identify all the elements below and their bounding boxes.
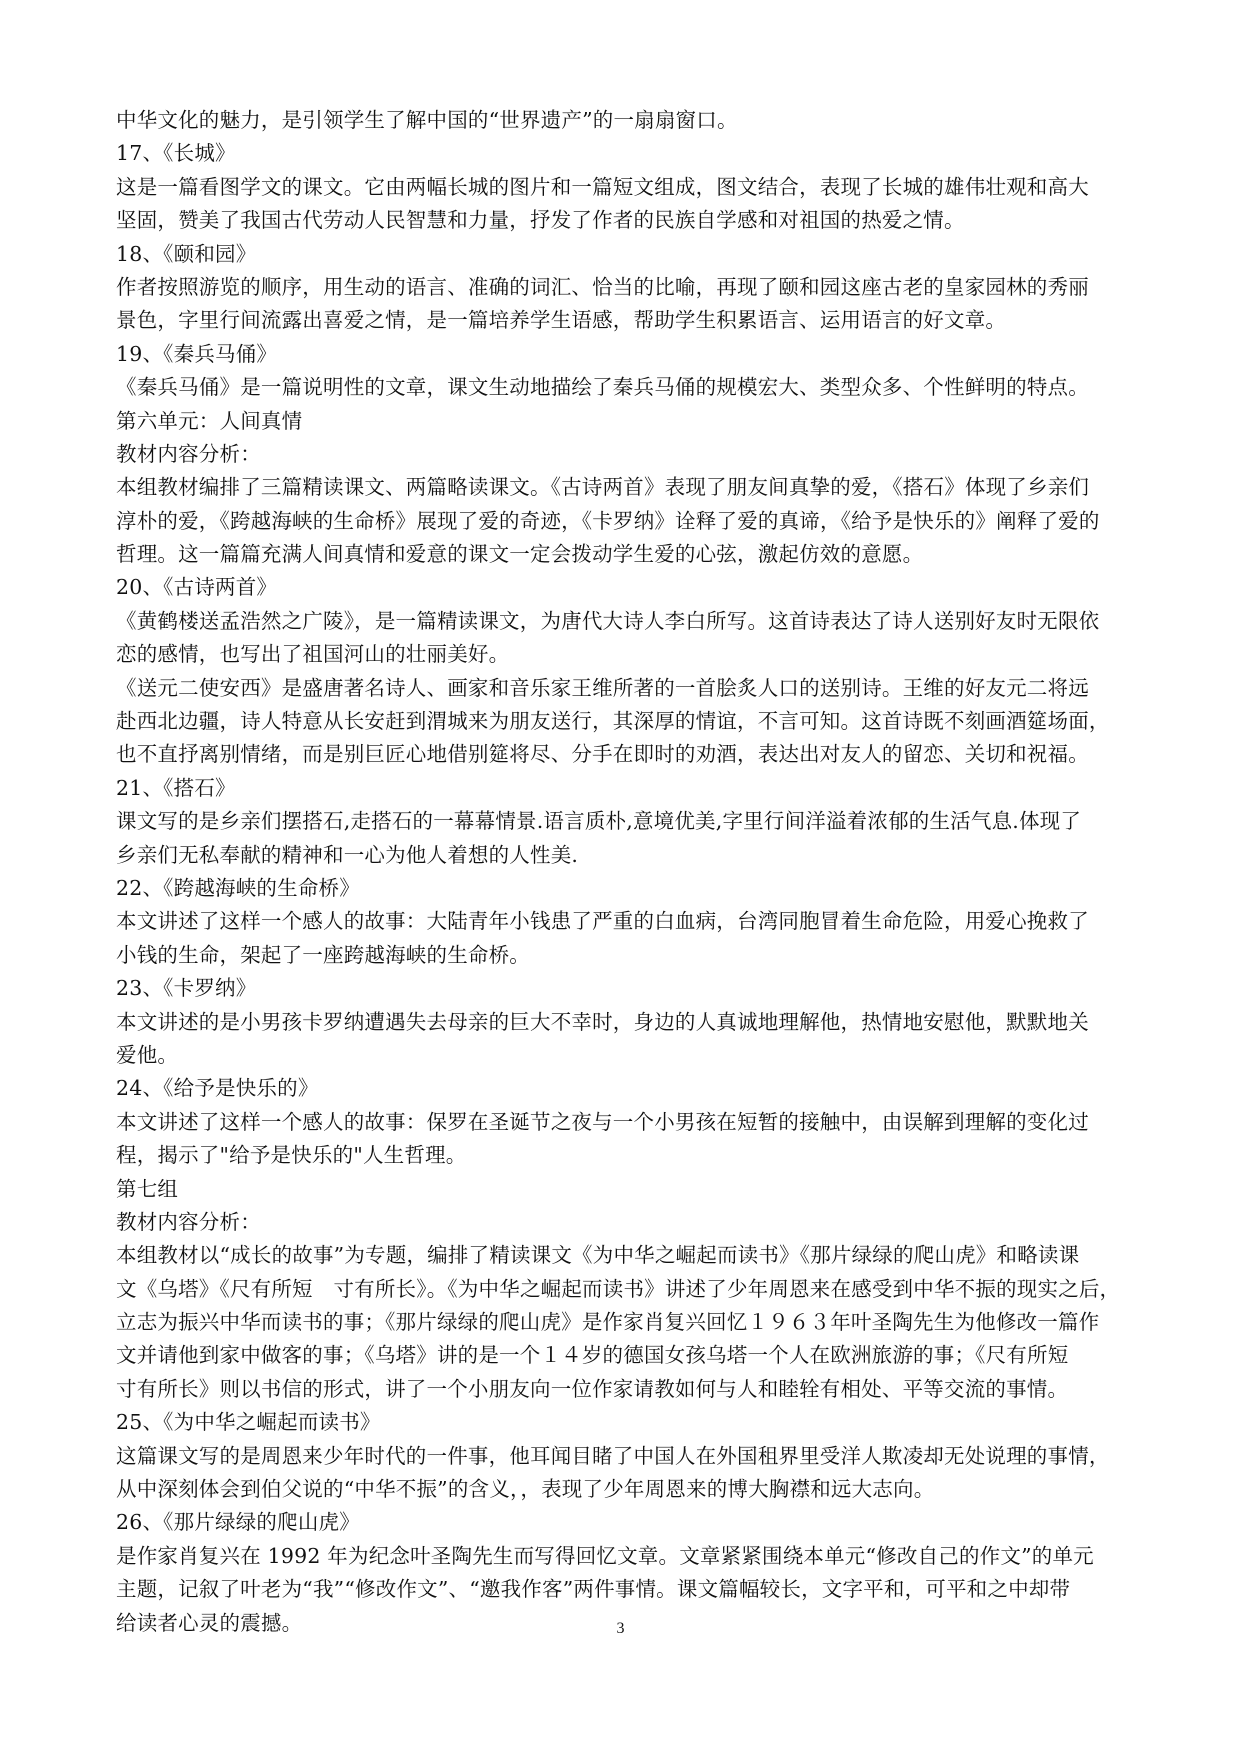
text-line: 19、《秦兵马俑》 xyxy=(116,341,278,366)
text-line: 18、《颐和园》 xyxy=(116,241,257,266)
text-line: 爱他。 xyxy=(116,1042,179,1067)
text-line: 是作家肖复兴在 1992 年为纪念叶圣陶先生而写得回忆文章。文章紧紧围绕本单元“修改自己的作文”的单元 xyxy=(116,1543,1094,1568)
text-line: 寸有所长》则以书信的形式，讲了一个小朋友向一位作家请教如何与人和睦辁有相处、平等交流的事情。 xyxy=(116,1376,1069,1401)
text-line: 给读者心灵的震撼。 xyxy=(116,1610,303,1635)
text-line: 17、《长城》 xyxy=(116,141,236,166)
text-line: 《送元二使安西》是盛唐著名诗人、画家和音乐家王维所著的一首脍炙人口的送别诗。王维的好友元二将远 xyxy=(116,675,1089,700)
text-line: 作者按照游览的顺序，用生动的语言、准确的词汇、恰当的比喻，再现了颐和园这座古老的皇家园林的秀丽 xyxy=(116,274,1089,299)
text-line: 这篇课文写的是周恩来少年时代的一件事，他耳闻目睹了中国人在外国租界里受洋人欺凌却无处说理的事情， xyxy=(116,1443,1110,1468)
text-line: 文《乌塔》《尺有所短 寸有所长》。《为中华之崛起而读书》讲述了少年周恩来在感受到中华不振的现实之后， xyxy=(116,1276,1121,1301)
text-line: 本组教材以“成长的故事”为专题，编排了精读课文《为中华之崛起而读书》《那片绿绿的爬山虎》和略读课 xyxy=(116,1243,1080,1268)
text-line: 中华文化的魅力，是引领学生了解中国的“世界遗产”的一扇扇窗口。 xyxy=(116,108,738,132)
text-line: 恋的感情，也写出了祖国河山的壮丽美好。 xyxy=(116,642,510,667)
text-line: 这是一篇看图学文的课文。它由两幅长城的图片和一篇短文组成，图文结合，表现了长城的雄伟壮观和高大 xyxy=(116,174,1089,199)
text-line: 坚固，赞美了我国古代劳动人民智慧和力量，抒发了作者的民族自学感和对祖国的热爱之情。 xyxy=(116,208,965,233)
text-line: 立志为振兴中华而读书的事；《那片绿绿的爬山虎》是作家肖复兴回忆１９６３年叶圣陶先生为他修改一篇作 xyxy=(116,1310,1100,1335)
text-line: 24、《给予是快乐的》 xyxy=(116,1076,319,1101)
text-line: 小钱的生命，架起了一座跨越海峡的生命桥。 xyxy=(116,942,530,967)
text-line: 乡亲们无私奉献的精神和一心为他人着想的人性美. xyxy=(116,842,579,867)
text-line: 教材内容分析： xyxy=(116,1209,261,1234)
text-line: 教材内容分析： xyxy=(116,441,261,466)
text-line: 22、《跨越海峡的生命桥》 xyxy=(116,875,360,900)
text-line: 课文写的是乡亲们摆搭石,走搭石的一幕幕情景.语言质朴,意境优美,字里行间洋溢着浓郁的生活气息.体现了 xyxy=(116,809,1082,834)
text-line: 主题，记叙了叶老为“我”“修改作文”、“邀我作客”两件事情。课文篇幅较长，文字平和，可平和之中却带 xyxy=(116,1577,1071,1602)
text-line: 25、《为中华之崛起而读书》 xyxy=(116,1410,381,1435)
text-line: 20、《古诗两首》 xyxy=(116,575,278,600)
text-line: 本文讲述的是小男孩卡罗纳遭遇失去母亲的巨大不幸时，身边的人真诚地理解他，热情地安慰他，默默地关 xyxy=(116,1009,1089,1034)
text-line: 《黄鹤楼送孟浩然之广陵》，是一篇精读课文，为唐代大诗人李白所写。这首诗表达了诗人送别好友时无限依 xyxy=(116,608,1100,633)
text-line: 第六单元：人间真情 xyxy=(116,408,303,433)
text-line: 从中深刻体会到伯父说的“中华不振”的含义，，表现了少年周恩来的博大胸襟和远大志向。 xyxy=(116,1477,935,1502)
text-line: 程，揭示了"给予是快乐的"人生哲理。 xyxy=(116,1143,467,1168)
page-number: 3 xyxy=(616,1620,625,1637)
text-line: 景色，字里行间流露出喜爱之情，是一篇培养学生语感，帮助学生积累语言、运用语言的好文章。 xyxy=(116,308,1007,333)
text-line: 《秦兵马俑》是一篇说明性的文章，课文生动地描绘了秦兵马俑的规模宏大、类型众多、个性鲜明的特点。 xyxy=(116,375,1089,400)
text-line: 本文讲述了这样一个感人的故事：保罗在圣诞节之夜与一个小男孩在短暂的接触中，由误解到理解的变化过 xyxy=(116,1109,1089,1134)
text-line: 也不直抒离别情绪，而是别巨匠心地借别筵将尽、分手在即时的劝酒，表达出对友人的留恋、关切和祝福。 xyxy=(116,742,1089,767)
text-line: 23、《卡罗纳》 xyxy=(116,976,257,1001)
text-line: 哲理。这一篇篇充满人间真情和爱意的课文一定会拨动学生爱的心弦，激起仿效的意愿。 xyxy=(116,542,924,567)
text-line: 26、《那片绿绿的爬山虎》 xyxy=(116,1510,360,1535)
text-line: 赴西北边疆，诗人特意从长安赶到渭城来为朋友送行，其深厚的情谊，不言可知。这首诗既不刻画酒筵场面， xyxy=(116,709,1110,734)
text-line: 21、《搭石》 xyxy=(116,775,236,800)
text-line: 第七组 xyxy=(116,1176,179,1201)
text-line: 本文讲述了这样一个感人的故事：大陆青年小钱患了严重的白血病，台湾同胞冒着生命危险，用爱心挽救了 xyxy=(116,909,1089,934)
text-line: 本组教材编排了三篇精读课文、两篇略读课文。《古诗两首》表现了朋友间真挚的爱，《搭石》体现了乡亲们 xyxy=(116,475,1090,500)
document-body xyxy=(116,104,1133,1640)
text-line: 淳朴的爱，《跨越海峡的生命桥》展现了爱的奇迹，《卡罗纳》诠释了爱的真谛，《给予是快乐的》阐释了爱的 xyxy=(116,508,1100,533)
text-line: 文并请他到家中做客的事；《乌塔》讲的是一个１４岁的德国女孩乌塔一个人在欧洲旅游的事；《尺有所短 xyxy=(116,1343,1069,1368)
